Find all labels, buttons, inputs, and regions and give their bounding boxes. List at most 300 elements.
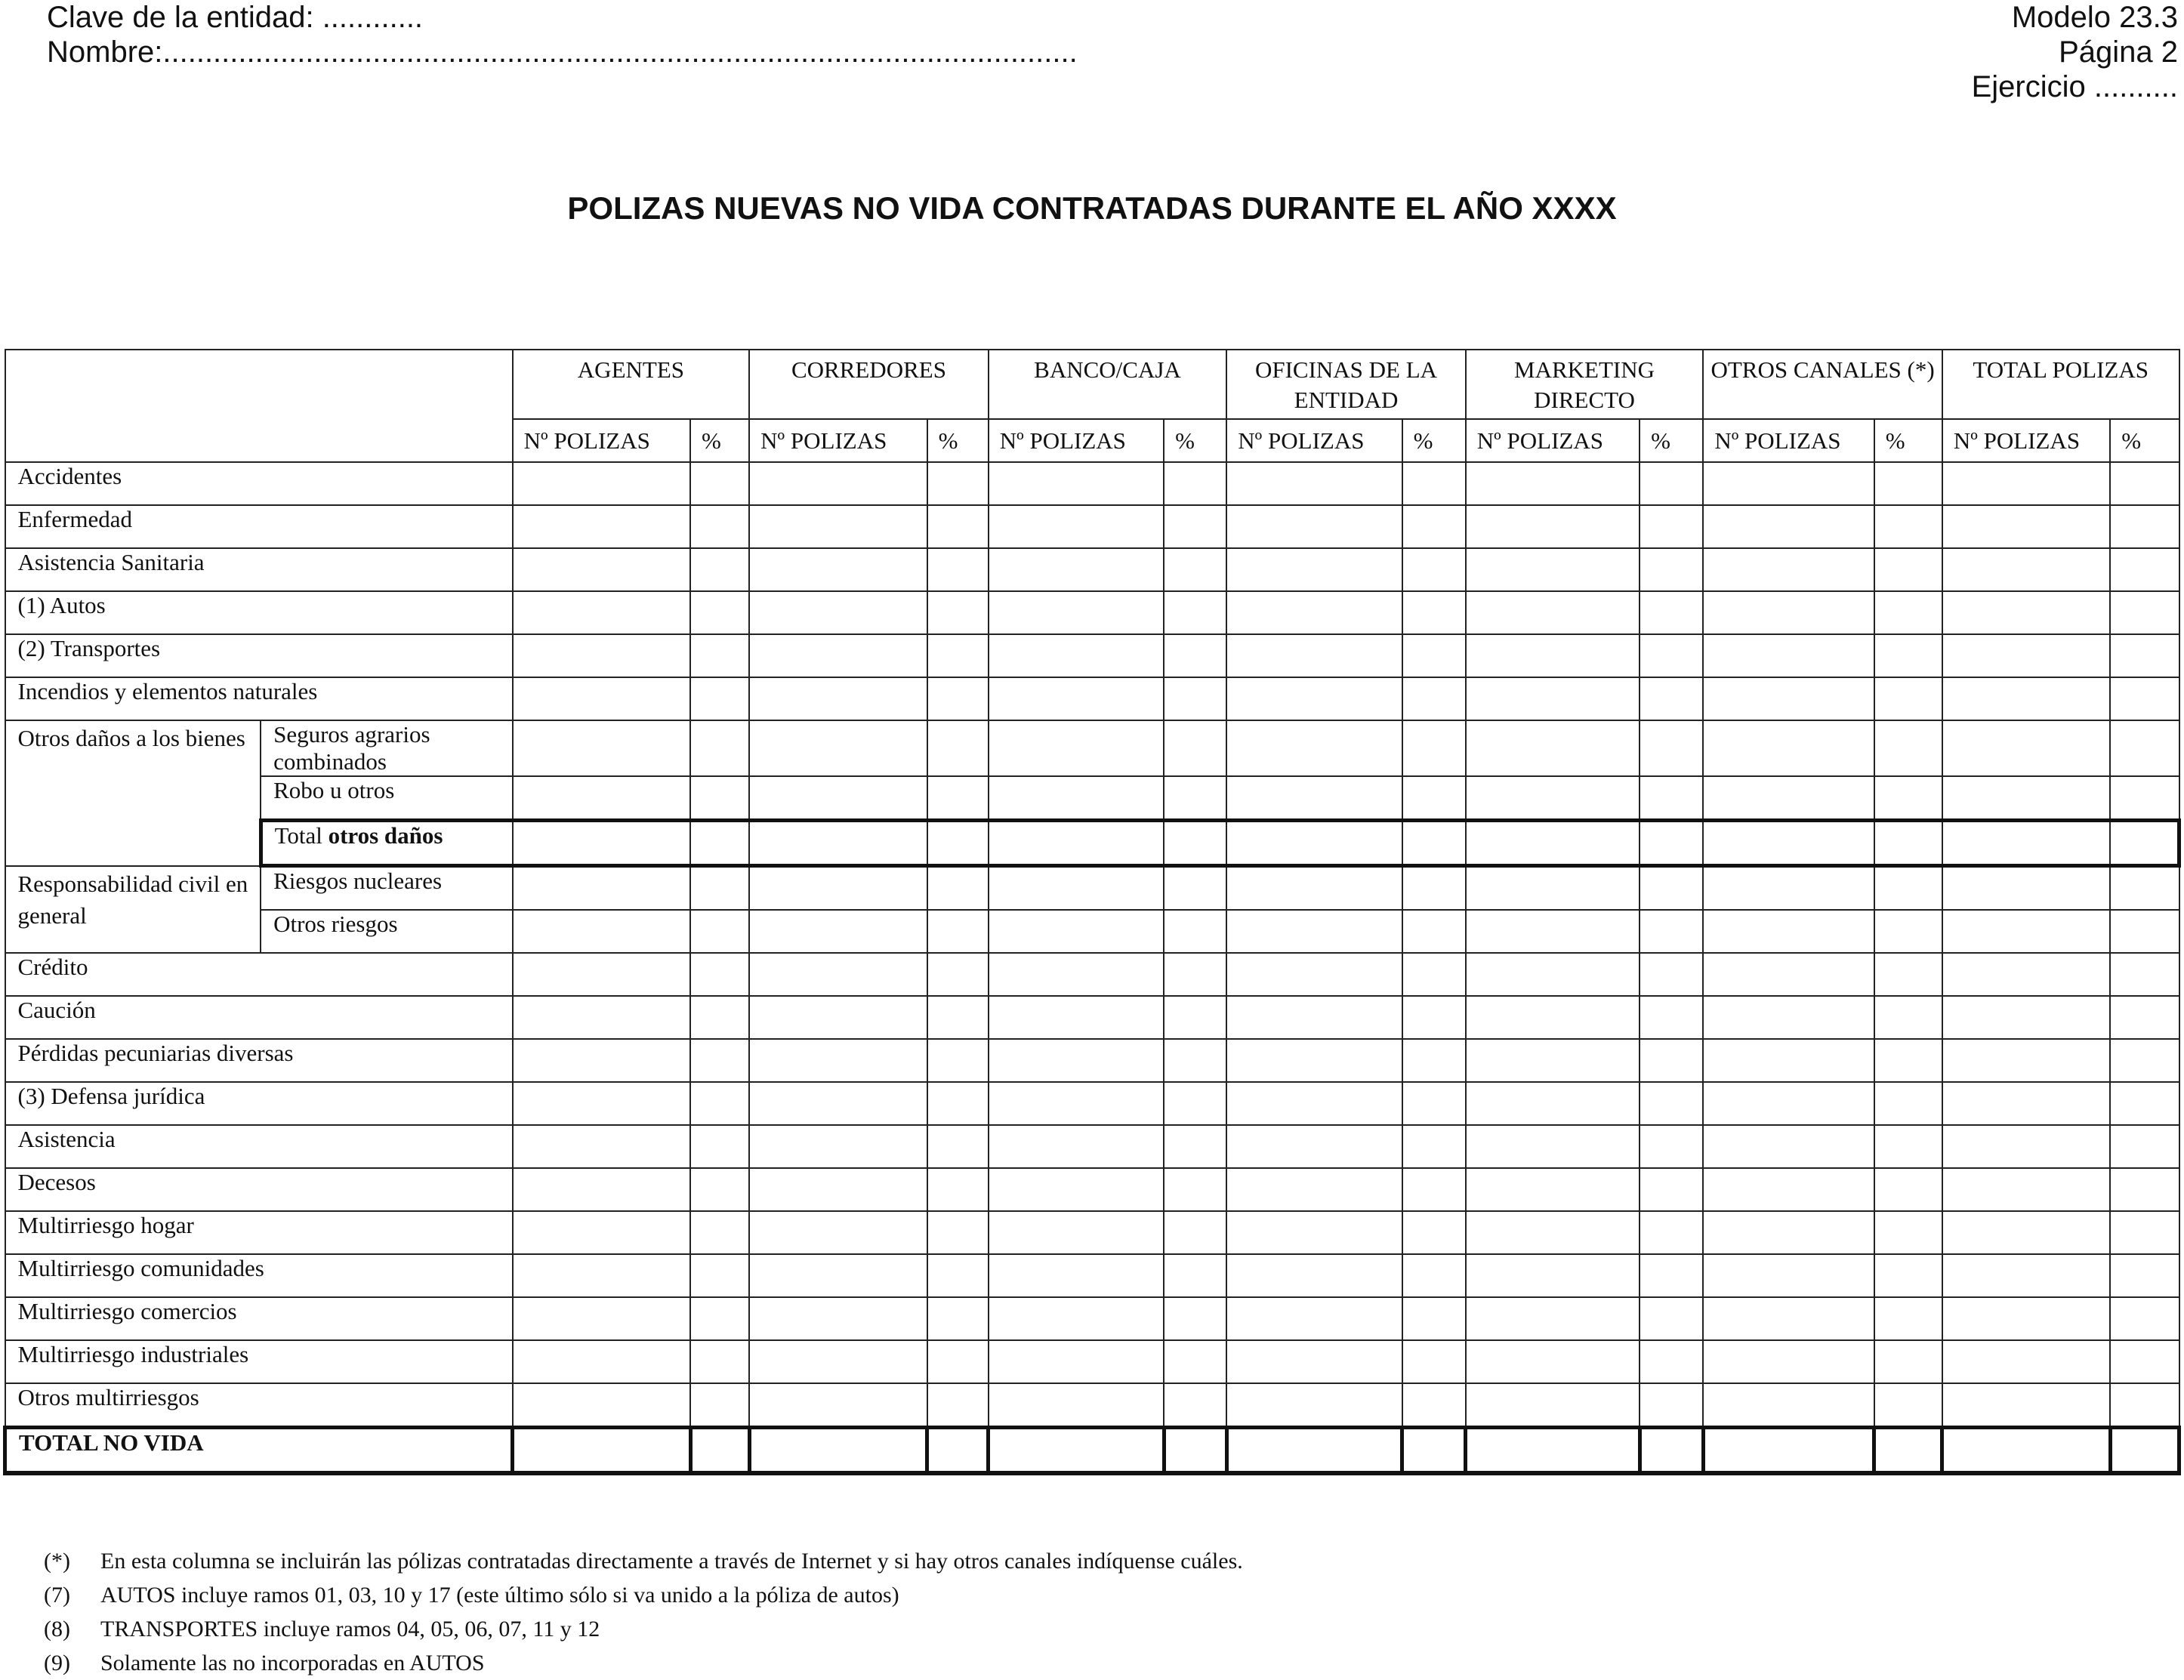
polizas-cell[interactable]	[513, 1383, 690, 1428]
pct-cell[interactable]	[927, 591, 989, 634]
pct-cell[interactable]	[690, 1383, 749, 1428]
pct-cell[interactable]	[690, 1082, 749, 1125]
pct-cell[interactable]	[1640, 505, 1703, 548]
pct-cell[interactable]	[927, 1254, 989, 1297]
pct-cell[interactable]	[1640, 910, 1703, 953]
polizas-cell[interactable]	[989, 505, 1164, 548]
pct-cell[interactable]	[1640, 1254, 1703, 1297]
pct-cell[interactable]	[1874, 677, 1942, 720]
polizas-cell[interactable]	[1942, 677, 2110, 720]
polizas-cell[interactable]	[1703, 1254, 1874, 1297]
pct-cell[interactable]	[927, 548, 989, 591]
polizas-cell[interactable]	[513, 776, 690, 821]
pct-cell[interactable]	[2110, 591, 2179, 634]
polizas-cell[interactable]	[1703, 462, 1874, 505]
pct-cell[interactable]	[2110, 1039, 2179, 1082]
pct-cell[interactable]	[2110, 910, 2179, 953]
pct-cell[interactable]	[2110, 866, 2179, 911]
pct-cell[interactable]	[1874, 1168, 1942, 1211]
pct-cell[interactable]	[1640, 776, 1703, 821]
polizas-cell[interactable]	[1942, 548, 2110, 591]
polizas-cell[interactable]	[1226, 462, 1402, 505]
polizas-cell[interactable]	[1226, 1297, 1402, 1340]
polizas-cell[interactable]	[1942, 910, 2110, 953]
polizas-cell[interactable]	[1942, 1168, 2110, 1211]
polizas-cell[interactable]	[1466, 462, 1640, 505]
pct-cell[interactable]	[1874, 634, 1942, 677]
pct-cell[interactable]	[927, 1211, 989, 1254]
polizas-cell[interactable]	[1942, 866, 2110, 911]
polizas-cell[interactable]	[1703, 1340, 1874, 1383]
polizas-cell[interactable]	[1942, 996, 2110, 1039]
pct-cell[interactable]	[1402, 821, 1466, 866]
polizas-cell[interactable]	[1226, 1211, 1402, 1254]
pct-cell[interactable]	[1402, 953, 1466, 996]
polizas-cell[interactable]	[1942, 1125, 2110, 1168]
polizas-cell[interactable]	[1942, 1428, 2110, 1474]
polizas-cell[interactable]	[1226, 776, 1402, 821]
pct-cell[interactable]	[2110, 1297, 2179, 1340]
pct-cell[interactable]	[1164, 1039, 1226, 1082]
pct-cell[interactable]	[2110, 1168, 2179, 1211]
polizas-cell[interactable]	[1466, 996, 1640, 1039]
polizas-cell[interactable]	[1226, 1168, 1402, 1211]
pct-cell[interactable]	[1164, 910, 1226, 953]
polizas-cell[interactable]	[749, 462, 927, 505]
pct-cell[interactable]	[927, 776, 989, 821]
pct-cell[interactable]	[690, 591, 749, 634]
polizas-cell[interactable]	[1703, 720, 1874, 776]
polizas-cell[interactable]	[1466, 1082, 1640, 1125]
polizas-cell[interactable]	[1466, 505, 1640, 548]
pct-cell[interactable]	[2110, 634, 2179, 677]
pct-cell[interactable]	[1164, 462, 1226, 505]
pct-cell[interactable]	[927, 1125, 989, 1168]
pct-cell[interactable]	[1640, 1039, 1703, 1082]
pct-cell[interactable]	[1164, 677, 1226, 720]
pct-cell[interactable]	[1164, 1254, 1226, 1297]
pct-cell[interactable]	[927, 1383, 989, 1428]
pct-cell[interactable]	[927, 1082, 989, 1125]
pct-cell[interactable]	[2110, 548, 2179, 591]
pct-cell[interactable]	[690, 1168, 749, 1211]
pct-cell[interactable]	[1402, 776, 1466, 821]
polizas-cell[interactable]	[513, 1168, 690, 1211]
pct-cell[interactable]	[1640, 720, 1703, 776]
polizas-cell[interactable]	[989, 591, 1164, 634]
pct-cell[interactable]	[1874, 1297, 1942, 1340]
polizas-cell[interactable]	[1942, 776, 2110, 821]
pct-cell[interactable]	[2110, 1082, 2179, 1125]
pct-cell[interactable]	[927, 1168, 989, 1211]
pct-cell[interactable]	[2110, 505, 2179, 548]
pct-cell[interactable]	[2110, 953, 2179, 996]
polizas-cell[interactable]	[513, 677, 690, 720]
polizas-cell[interactable]	[1226, 1125, 1402, 1168]
polizas-cell[interactable]	[1226, 953, 1402, 996]
pct-cell[interactable]	[1402, 996, 1466, 1039]
pct-cell[interactable]	[1164, 1211, 1226, 1254]
polizas-cell[interactable]	[1226, 677, 1402, 720]
pct-cell[interactable]	[1164, 1383, 1226, 1428]
polizas-cell[interactable]	[749, 953, 927, 996]
polizas-cell[interactable]	[989, 1340, 1164, 1383]
pct-cell[interactable]	[2110, 1383, 2179, 1428]
polizas-cell[interactable]	[1466, 591, 1640, 634]
polizas-cell[interactable]	[1703, 776, 1874, 821]
polizas-cell[interactable]	[1703, 953, 1874, 996]
polizas-cell[interactable]	[1466, 1168, 1640, 1211]
pct-cell[interactable]	[1640, 1125, 1703, 1168]
polizas-cell[interactable]	[749, 548, 927, 591]
pct-cell[interactable]	[927, 677, 989, 720]
polizas-cell[interactable]	[1466, 910, 1640, 953]
pct-cell[interactable]	[690, 1297, 749, 1340]
polizas-cell[interactable]	[1942, 634, 2110, 677]
polizas-cell[interactable]	[513, 1297, 690, 1340]
pct-cell[interactable]	[2110, 821, 2179, 866]
polizas-cell[interactable]	[989, 677, 1164, 720]
pct-cell[interactable]	[1874, 1428, 1942, 1474]
polizas-cell[interactable]	[1466, 677, 1640, 720]
pct-cell[interactable]	[1402, 1168, 1466, 1211]
polizas-cell[interactable]	[989, 1125, 1164, 1168]
pct-cell[interactable]	[1640, 866, 1703, 911]
polizas-cell[interactable]	[989, 821, 1164, 866]
polizas-cell[interactable]	[513, 548, 690, 591]
pct-cell[interactable]	[1874, 1125, 1942, 1168]
polizas-cell[interactable]	[1226, 548, 1402, 591]
polizas-cell[interactable]	[1942, 1340, 2110, 1383]
pct-cell[interactable]	[1640, 1297, 1703, 1340]
polizas-cell[interactable]	[1703, 505, 1874, 548]
polizas-cell[interactable]	[1703, 1082, 1874, 1125]
polizas-cell[interactable]	[1703, 1039, 1874, 1082]
pct-cell[interactable]	[1402, 1039, 1466, 1082]
polizas-cell[interactable]	[1466, 1383, 1640, 1428]
pct-cell[interactable]	[2110, 462, 2179, 505]
polizas-cell[interactable]	[989, 1428, 1164, 1474]
pct-cell[interactable]	[927, 505, 989, 548]
polizas-cell[interactable]	[1226, 634, 1402, 677]
polizas-cell[interactable]	[989, 1254, 1164, 1297]
polizas-cell[interactable]	[749, 1211, 927, 1254]
polizas-cell[interactable]	[1226, 1254, 1402, 1297]
polizas-cell[interactable]	[989, 910, 1164, 953]
polizas-cell[interactable]	[989, 776, 1164, 821]
pct-cell[interactable]	[927, 953, 989, 996]
polizas-cell[interactable]	[1226, 720, 1402, 776]
polizas-cell[interactable]	[1703, 1211, 1874, 1254]
polizas-cell[interactable]	[989, 1168, 1164, 1211]
pct-cell[interactable]	[690, 953, 749, 996]
pct-cell[interactable]	[1874, 996, 1942, 1039]
pct-cell[interactable]	[1402, 720, 1466, 776]
polizas-cell[interactable]	[749, 1168, 927, 1211]
pct-cell[interactable]	[1874, 1254, 1942, 1297]
pct-cell[interactable]	[1874, 462, 1942, 505]
pct-cell[interactable]	[927, 720, 989, 776]
polizas-cell[interactable]	[1466, 776, 1640, 821]
polizas-cell[interactable]	[1942, 1039, 2110, 1082]
polizas-cell[interactable]	[1942, 1383, 2110, 1428]
polizas-cell[interactable]	[989, 720, 1164, 776]
polizas-cell[interactable]	[1703, 821, 1874, 866]
pct-cell[interactable]	[1640, 821, 1703, 866]
polizas-cell[interactable]	[989, 866, 1164, 911]
polizas-cell[interactable]	[1703, 634, 1874, 677]
pct-cell[interactable]	[1164, 591, 1226, 634]
polizas-cell[interactable]	[1226, 1383, 1402, 1428]
polizas-cell[interactable]	[513, 720, 690, 776]
pct-cell[interactable]	[1402, 1125, 1466, 1168]
polizas-cell[interactable]	[1703, 548, 1874, 591]
pct-cell[interactable]	[1402, 1383, 1466, 1428]
polizas-cell[interactable]	[1466, 1297, 1640, 1340]
pct-cell[interactable]	[1640, 996, 1703, 1039]
polizas-cell[interactable]	[1942, 1211, 2110, 1254]
polizas-cell[interactable]	[1226, 1428, 1402, 1474]
pct-cell[interactable]	[1640, 1383, 1703, 1428]
pct-cell[interactable]	[927, 866, 989, 911]
pct-cell[interactable]	[690, 821, 749, 866]
pct-cell[interactable]	[690, 634, 749, 677]
polizas-cell[interactable]	[1226, 996, 1402, 1039]
polizas-cell[interactable]	[1942, 821, 2110, 866]
pct-cell[interactable]	[927, 462, 989, 505]
pct-cell[interactable]	[1640, 462, 1703, 505]
pct-cell[interactable]	[1402, 1428, 1466, 1474]
pct-cell[interactable]	[2110, 1211, 2179, 1254]
pct-cell[interactable]	[690, 548, 749, 591]
polizas-cell[interactable]	[989, 462, 1164, 505]
pct-cell[interactable]	[1402, 910, 1466, 953]
pct-cell[interactable]	[1640, 548, 1703, 591]
pct-cell[interactable]	[1164, 1340, 1226, 1383]
pct-cell[interactable]	[1402, 505, 1466, 548]
pct-cell[interactable]	[690, 776, 749, 821]
pct-cell[interactable]	[1874, 1082, 1942, 1125]
pct-cell[interactable]	[1164, 720, 1226, 776]
pct-cell[interactable]	[1874, 1039, 1942, 1082]
pct-cell[interactable]	[1164, 1297, 1226, 1340]
pct-cell[interactable]	[690, 1125, 749, 1168]
pct-cell[interactable]	[1402, 1082, 1466, 1125]
pct-cell[interactable]	[1874, 866, 1942, 911]
pct-cell[interactable]	[1874, 591, 1942, 634]
pct-cell[interactable]	[1640, 591, 1703, 634]
pct-cell[interactable]	[927, 1428, 989, 1474]
polizas-cell[interactable]	[749, 1340, 927, 1383]
polizas-cell[interactable]	[513, 1211, 690, 1254]
polizas-cell[interactable]	[1703, 1125, 1874, 1168]
pct-cell[interactable]	[1402, 634, 1466, 677]
polizas-cell[interactable]	[989, 1383, 1164, 1428]
pct-cell[interactable]	[1164, 776, 1226, 821]
pct-cell[interactable]	[1164, 1428, 1226, 1474]
pct-cell[interactable]	[927, 1039, 989, 1082]
polizas-cell[interactable]	[749, 776, 927, 821]
pct-cell[interactable]	[1874, 720, 1942, 776]
pct-cell[interactable]	[690, 996, 749, 1039]
polizas-cell[interactable]	[513, 996, 690, 1039]
polizas-cell[interactable]	[1703, 677, 1874, 720]
polizas-cell[interactable]	[1466, 953, 1640, 996]
polizas-cell[interactable]	[1226, 505, 1402, 548]
polizas-cell[interactable]	[749, 1383, 927, 1428]
pct-cell[interactable]	[1402, 591, 1466, 634]
pct-cell[interactable]	[690, 910, 749, 953]
polizas-cell[interactable]	[749, 634, 927, 677]
polizas-cell[interactable]	[1703, 1428, 1874, 1474]
polizas-cell[interactable]	[989, 953, 1164, 996]
polizas-cell[interactable]	[1226, 1340, 1402, 1383]
pct-cell[interactable]	[1874, 505, 1942, 548]
pct-cell[interactable]	[1402, 1340, 1466, 1383]
pct-cell[interactable]	[1874, 1340, 1942, 1383]
polizas-cell[interactable]	[513, 1125, 690, 1168]
pct-cell[interactable]	[927, 996, 989, 1039]
polizas-cell[interactable]	[749, 1039, 927, 1082]
polizas-cell[interactable]	[1466, 634, 1640, 677]
polizas-cell[interactable]	[989, 1211, 1164, 1254]
pct-cell[interactable]	[1402, 462, 1466, 505]
pct-cell[interactable]	[690, 720, 749, 776]
polizas-cell[interactable]	[1466, 1125, 1640, 1168]
polizas-cell[interactable]	[749, 1428, 927, 1474]
pct-cell[interactable]	[927, 1297, 989, 1340]
polizas-cell[interactable]	[513, 821, 690, 866]
pct-cell[interactable]	[927, 821, 989, 866]
pct-cell[interactable]	[1402, 1297, 1466, 1340]
pct-cell[interactable]	[1164, 548, 1226, 591]
pct-cell[interactable]	[2110, 1428, 2179, 1474]
polizas-cell[interactable]	[749, 677, 927, 720]
polizas-cell[interactable]	[513, 1340, 690, 1383]
polizas-cell[interactable]	[1703, 996, 1874, 1039]
pct-cell[interactable]	[1164, 1125, 1226, 1168]
polizas-cell[interactable]	[513, 591, 690, 634]
polizas-cell[interactable]	[749, 996, 927, 1039]
pct-cell[interactable]	[690, 1340, 749, 1383]
polizas-cell[interactable]	[989, 1039, 1164, 1082]
pct-cell[interactable]	[1640, 634, 1703, 677]
polizas-cell[interactable]	[1466, 821, 1640, 866]
polizas-cell[interactable]	[513, 462, 690, 505]
pct-cell[interactable]	[690, 1428, 749, 1474]
polizas-cell[interactable]	[749, 910, 927, 953]
polizas-cell[interactable]	[1466, 866, 1640, 911]
polizas-cell[interactable]	[749, 821, 927, 866]
polizas-cell[interactable]	[1942, 720, 2110, 776]
pct-cell[interactable]	[1640, 677, 1703, 720]
pct-cell[interactable]	[1874, 953, 1942, 996]
pct-cell[interactable]	[1164, 1082, 1226, 1125]
polizas-cell[interactable]	[1703, 1383, 1874, 1428]
pct-cell[interactable]	[927, 1340, 989, 1383]
polizas-cell[interactable]	[1226, 910, 1402, 953]
polizas-cell[interactable]	[749, 1254, 927, 1297]
pct-cell[interactable]	[1874, 1211, 1942, 1254]
polizas-cell[interactable]	[749, 866, 927, 911]
pct-cell[interactable]	[2110, 677, 2179, 720]
pct-cell[interactable]	[1402, 1254, 1466, 1297]
polizas-cell[interactable]	[513, 1039, 690, 1082]
pct-cell[interactable]	[1402, 866, 1466, 911]
polizas-cell[interactable]	[989, 634, 1164, 677]
polizas-cell[interactable]	[1466, 1039, 1640, 1082]
polizas-cell[interactable]	[513, 1428, 690, 1474]
polizas-cell[interactable]	[1942, 505, 2110, 548]
pct-cell[interactable]	[1874, 910, 1942, 953]
pct-cell[interactable]	[1640, 1168, 1703, 1211]
polizas-cell[interactable]	[1226, 1039, 1402, 1082]
pct-cell[interactable]	[2110, 1254, 2179, 1297]
polizas-cell[interactable]	[749, 591, 927, 634]
pct-cell[interactable]	[1164, 996, 1226, 1039]
polizas-cell[interactable]	[1703, 1168, 1874, 1211]
polizas-cell[interactable]	[1942, 462, 2110, 505]
polizas-cell[interactable]	[513, 1254, 690, 1297]
polizas-cell[interactable]	[1703, 866, 1874, 911]
pct-cell[interactable]	[1164, 1168, 1226, 1211]
pct-cell[interactable]	[1640, 1428, 1703, 1474]
pct-cell[interactable]	[1402, 1211, 1466, 1254]
polizas-cell[interactable]	[749, 720, 927, 776]
polizas-cell[interactable]	[749, 505, 927, 548]
pct-cell[interactable]	[2110, 996, 2179, 1039]
pct-cell[interactable]	[1640, 1211, 1703, 1254]
pct-cell[interactable]	[1164, 505, 1226, 548]
polizas-cell[interactable]	[989, 548, 1164, 591]
polizas-cell[interactable]	[513, 1082, 690, 1125]
pct-cell[interactable]	[1874, 776, 1942, 821]
polizas-cell[interactable]	[1703, 591, 1874, 634]
polizas-cell[interactable]	[1466, 548, 1640, 591]
pct-cell[interactable]	[1164, 953, 1226, 996]
pct-cell[interactable]	[690, 462, 749, 505]
polizas-cell[interactable]	[1466, 1211, 1640, 1254]
polizas-cell[interactable]	[1226, 591, 1402, 634]
polizas-cell[interactable]	[1226, 821, 1402, 866]
polizas-cell[interactable]	[1942, 953, 2110, 996]
pct-cell[interactable]	[1874, 548, 1942, 591]
pct-cell[interactable]	[690, 677, 749, 720]
pct-cell[interactable]	[1402, 677, 1466, 720]
pct-cell[interactable]	[2110, 720, 2179, 776]
pct-cell[interactable]	[1640, 1340, 1703, 1383]
polizas-cell[interactable]	[513, 634, 690, 677]
polizas-cell[interactable]	[989, 1297, 1164, 1340]
pct-cell[interactable]	[690, 866, 749, 911]
polizas-cell[interactable]	[1226, 1082, 1402, 1125]
polizas-cell[interactable]	[749, 1082, 927, 1125]
pct-cell[interactable]	[690, 505, 749, 548]
pct-cell[interactable]	[1874, 821, 1942, 866]
polizas-cell[interactable]	[513, 910, 690, 953]
pct-cell[interactable]	[1640, 953, 1703, 996]
pct-cell[interactable]	[1164, 866, 1226, 911]
pct-cell[interactable]	[1402, 548, 1466, 591]
pct-cell[interactable]	[2110, 1340, 2179, 1383]
pct-cell[interactable]	[2110, 1125, 2179, 1168]
polizas-cell[interactable]	[1942, 1297, 2110, 1340]
polizas-cell[interactable]	[989, 996, 1164, 1039]
pct-cell[interactable]	[927, 634, 989, 677]
pct-cell[interactable]	[1640, 1082, 1703, 1125]
polizas-cell[interactable]	[749, 1297, 927, 1340]
pct-cell[interactable]	[927, 910, 989, 953]
